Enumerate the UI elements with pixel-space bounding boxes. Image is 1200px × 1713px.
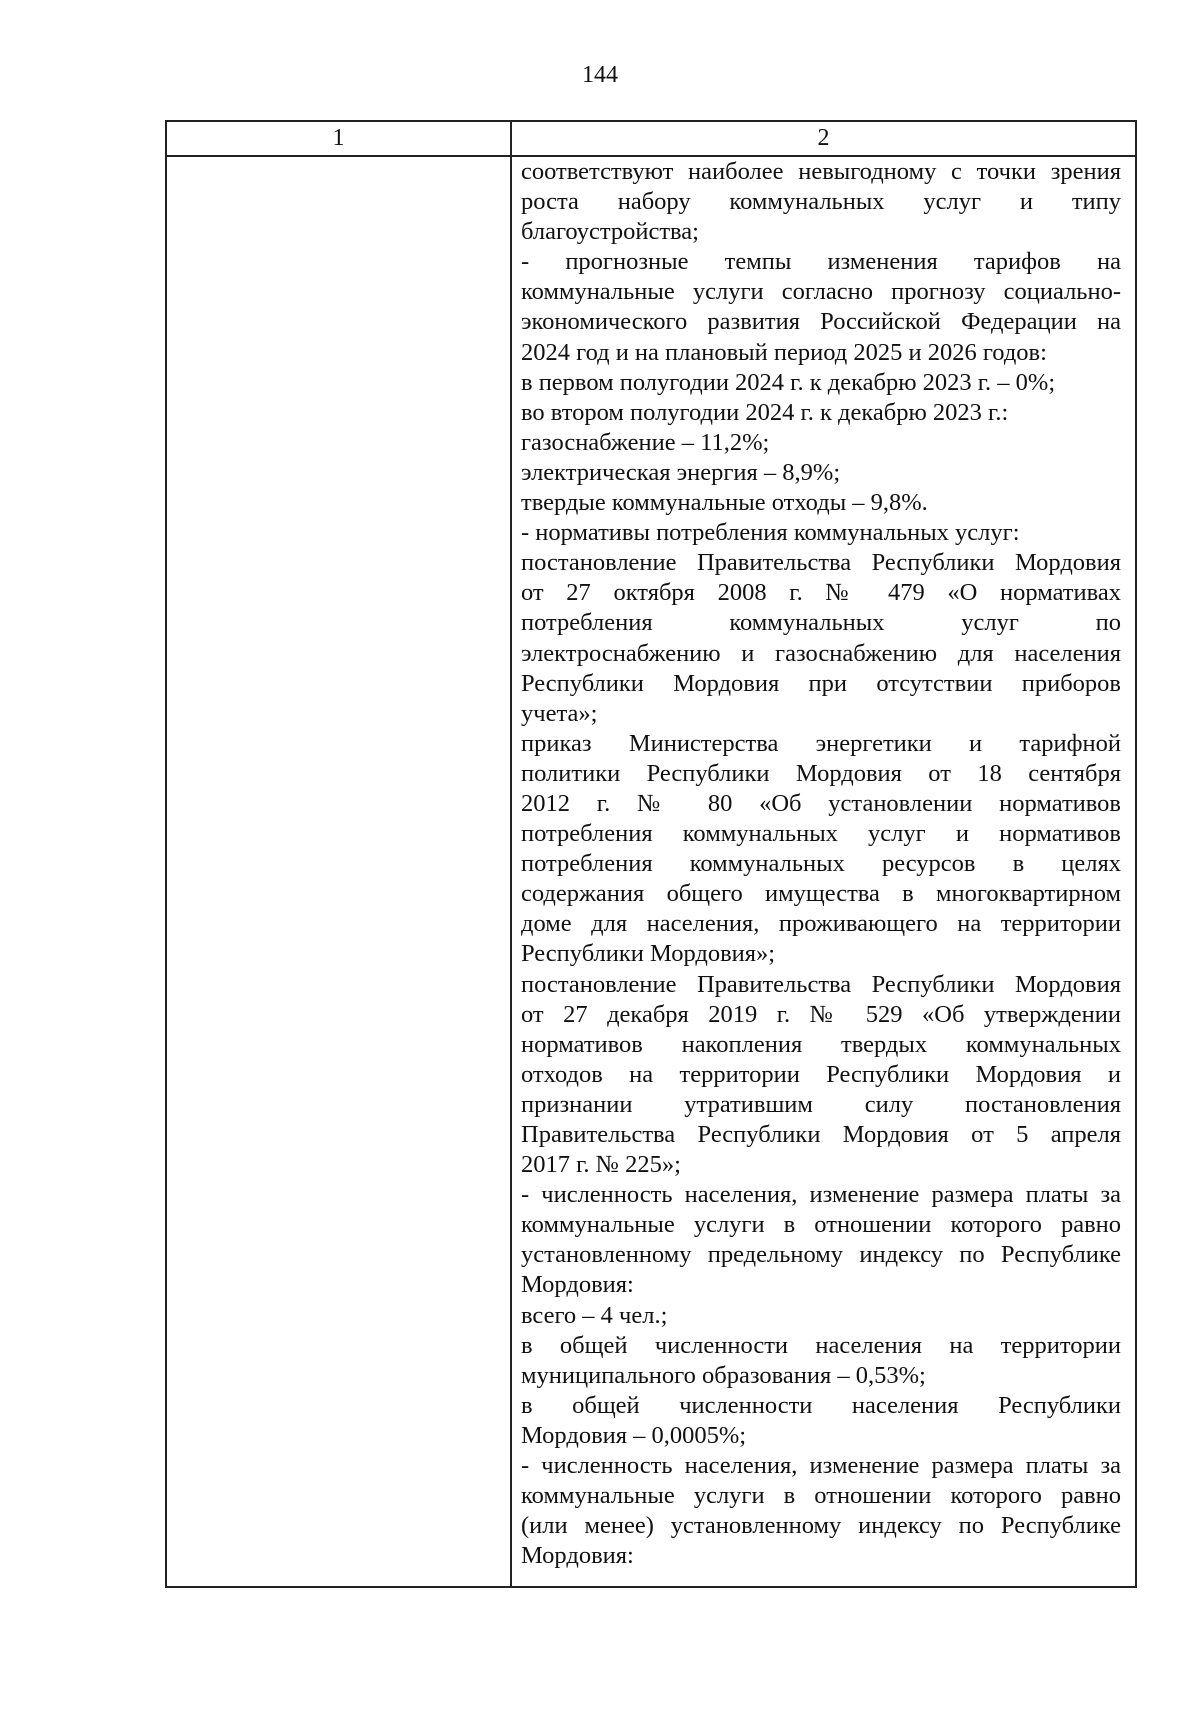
document-table <box>165 120 1137 1588</box>
text-line: газоснабжение – 11,2%; <box>521 428 770 456</box>
text-line: учета»; <box>521 699 598 727</box>
page-number: 144 <box>582 62 618 88</box>
text-line: 2017 г. № 225»; <box>521 1151 681 1179</box>
text-line: муниципального образования – 0,53%; <box>521 1361 926 1389</box>
text-line: экономического развития Российской Федерации на <box>521 308 1121 336</box>
table-cell-column-1 <box>167 157 510 1586</box>
text-line: Мордовия: <box>521 1271 634 1299</box>
text-line: Республики Мордовия при отсутствии приборов <box>521 669 1121 697</box>
text-line: приказ Министерства энергетики и тарифной <box>521 729 1121 757</box>
text-line: во втором полугодии 2024 г. к декабрю 2023 г.: <box>521 398 1009 426</box>
text-line: Правительства Республики Мордовия от 5 апреля <box>521 1121 1121 1148</box>
text-line: электроснабжению и газоснабжению для населения <box>521 639 1121 667</box>
text-line: 2012 г. № 80 «Об установлении нормативов <box>521 789 1121 817</box>
text-line: - прогнозные темпы изменения тарифов на <box>521 248 1121 276</box>
column-header-1: 1 <box>332 125 345 151</box>
text-line: постановление Правительства Республики Мордовия <box>521 970 1121 998</box>
text-line: всего – 4 чел.; <box>521 1301 668 1329</box>
text-line: отходов на территории Республики Мордовия и <box>521 1060 1121 1088</box>
text-line: - численность населения, изменение размера платы за <box>521 1452 1121 1480</box>
text-line: - численность населения, изменение размера платы за <box>521 1181 1121 1209</box>
text-line: потребления коммунальных ресурсов в целях <box>521 850 1121 878</box>
text-line: твердые коммунальные отходы – 9,8%. <box>521 489 928 517</box>
table-header-row <box>167 122 1135 157</box>
column-header-2: 2 <box>817 125 830 151</box>
text-line: в первом полугодии 2024 г. к декабрю 2023 г. – 0%; <box>521 368 1056 396</box>
text-line: потребления коммунальных услуг и нормативов <box>521 820 1121 848</box>
text-line: от 27 декабря 2019 г. № 529 «Об утверждении <box>521 1000 1121 1028</box>
text-line: - нормативы потребления коммунальных услуг: <box>521 519 1020 547</box>
text-line: от 27 октября 2008 г. № 479 «О нормативах <box>521 579 1121 607</box>
text-line: электрическая энергия – 8,9%; <box>521 458 841 486</box>
text-line: Мордовия: <box>521 1542 634 1570</box>
text-line: Мордовия – 0,0005%; <box>521 1421 747 1449</box>
column-divider <box>510 122 512 1586</box>
text-line: 2024 год и на плановый период 2025 и 2026 годов: <box>521 338 1047 366</box>
text-line: коммунальные услуги в отношении которого равно <box>521 1482 1121 1510</box>
text-line: постановление Правительства Республики Мордовия <box>521 549 1121 577</box>
text-line: потребления коммунальных услуг по <box>521 609 1121 637</box>
text-line: в общей численности населения на территории <box>521 1331 1121 1359</box>
text-line: доме для населения, проживающего на территории <box>521 910 1121 938</box>
text-line: Республики Мордовия»; <box>521 940 776 968</box>
text-line: нормативов накопления твердых коммунальных <box>521 1030 1121 1058</box>
text-line: установленному предельному индексу по Республике <box>521 1241 1121 1269</box>
text-line: благоустройства; <box>521 218 699 246</box>
text-line: соответствуют наиболее невыгодному с точки зрения <box>521 158 1121 185</box>
text-line: политики Республики Мордовия от 18 сентября <box>521 759 1121 787</box>
text-line: коммунальные услуги согласно прогнозу социально- <box>521 278 1121 306</box>
text-line: в общей численности населения Республики <box>521 1391 1121 1419</box>
text-line: содержания общего имущества в многоквартирном <box>521 880 1121 908</box>
table-cell-column-2 <box>521 157 1121 1586</box>
text-line: (или менее) установленному индексу по Республике <box>521 1512 1121 1540</box>
text-line: роста набору коммунальных услуг и типу <box>521 188 1121 216</box>
text-line: коммунальные услуги в отношении которого равно <box>521 1211 1121 1239</box>
text-line: признании утратившим силу постановления <box>521 1090 1121 1118</box>
